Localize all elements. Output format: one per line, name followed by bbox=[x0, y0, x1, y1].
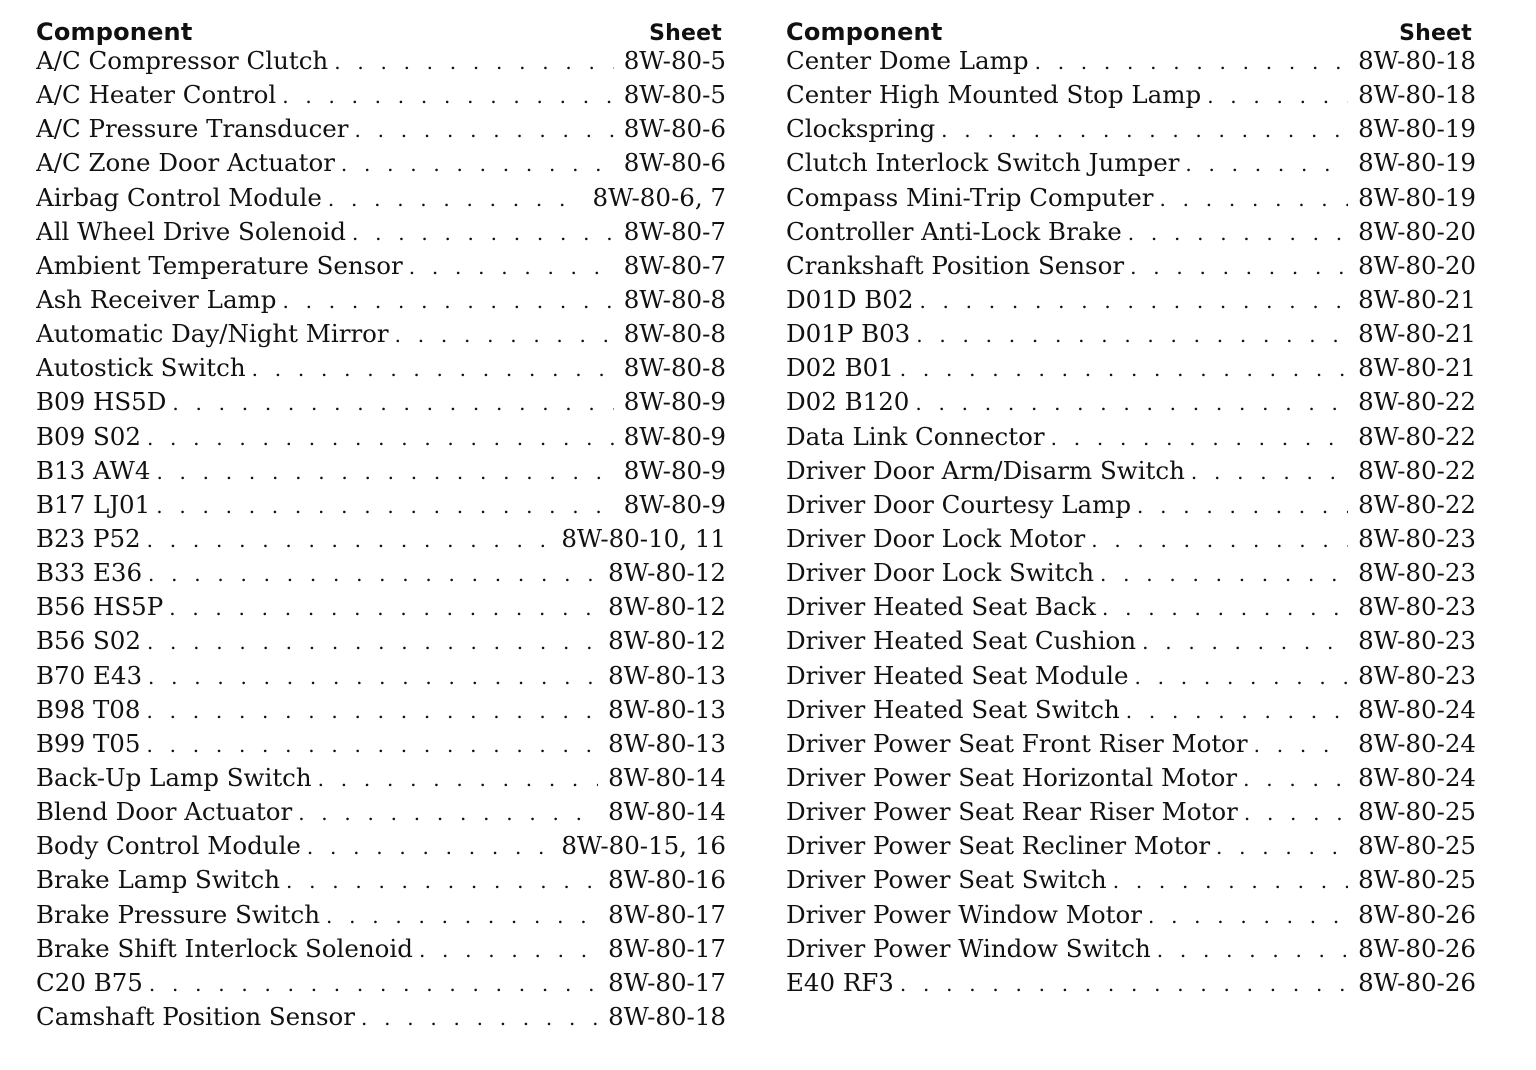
dot-leader bbox=[1148, 904, 1348, 928]
header-component-label: Component bbox=[36, 18, 193, 46]
dot-leader bbox=[1243, 767, 1348, 791]
list-item bbox=[36, 183, 726, 217]
component-name: Driver Power Window Motor bbox=[786, 899, 1142, 929]
list-item bbox=[786, 456, 1476, 490]
dot-leader bbox=[395, 323, 614, 347]
component-name: E40 RF3 bbox=[786, 967, 894, 997]
component-name: Center High Mounted Stop Lamp bbox=[786, 80, 1202, 110]
dot-leader bbox=[1185, 152, 1348, 176]
list-item bbox=[786, 900, 1476, 934]
component-name: Driver Power Seat Horizontal Motor bbox=[786, 762, 1238, 792]
dot-leader bbox=[1254, 733, 1348, 757]
component-name: B56 S02 bbox=[36, 626, 141, 656]
list-item bbox=[786, 524, 1476, 558]
sheet-reference: 8W-80-24 bbox=[1358, 728, 1476, 758]
component-name: Driver Door Lock Motor bbox=[786, 523, 1086, 553]
sheet-reference: 8W-80-5 bbox=[623, 46, 726, 75]
dot-leader bbox=[361, 1006, 598, 1030]
sheet-reference: 8W-80-8 bbox=[623, 353, 726, 383]
sheet-reference: 8W-80-17 bbox=[608, 967, 726, 997]
list-item bbox=[786, 114, 1476, 148]
list-item bbox=[36, 592, 726, 626]
component-index-column-right bbox=[786, 12, 1476, 1002]
list-item bbox=[786, 695, 1476, 729]
dot-leader bbox=[1137, 494, 1348, 518]
component-name: B09 HS5D bbox=[36, 387, 167, 417]
dot-leader bbox=[318, 767, 598, 791]
dot-leader bbox=[355, 118, 614, 142]
list-item bbox=[36, 661, 726, 695]
dot-leader bbox=[1126, 699, 1348, 723]
component-name: Data Link Connector bbox=[786, 421, 1045, 451]
list-item bbox=[786, 217, 1476, 251]
list-item bbox=[36, 490, 726, 524]
list-item bbox=[36, 524, 726, 558]
dot-leader bbox=[156, 494, 613, 518]
component-name: D01D B02 bbox=[786, 284, 914, 314]
component-list bbox=[786, 46, 1476, 1002]
dot-leader bbox=[307, 835, 551, 859]
sheet-reference: 8W-80-18 bbox=[1358, 80, 1476, 110]
list-item bbox=[36, 46, 726, 80]
component-name: Compass Mini-Trip Computer bbox=[786, 182, 1154, 212]
sheet-reference: 8W-80-17 bbox=[608, 899, 726, 929]
dot-leader bbox=[419, 938, 598, 962]
component-name: Clutch Interlock Switch Jumper bbox=[786, 148, 1180, 178]
dot-leader bbox=[1128, 221, 1348, 245]
component-list bbox=[36, 46, 726, 1036]
component-name: B56 HS5P bbox=[36, 592, 164, 622]
dot-leader bbox=[1216, 835, 1348, 859]
component-name: A/C Zone Door Actuator bbox=[36, 148, 335, 178]
list-item bbox=[36, 1002, 726, 1036]
component-name: D02 B01 bbox=[786, 353, 894, 383]
sheet-reference: 8W-80-10, 11 bbox=[561, 523, 726, 553]
component-name: Blend Door Actuator bbox=[36, 797, 293, 827]
component-name: Driver Power Window Switch bbox=[786, 933, 1151, 963]
sheet-reference: 8W-80-20 bbox=[1358, 250, 1476, 280]
component-name: Driver Power Seat Front Riser Motor bbox=[786, 728, 1248, 758]
list-item bbox=[36, 831, 726, 865]
component-name: Back-Up Lamp Switch bbox=[36, 762, 312, 792]
list-item bbox=[36, 695, 726, 729]
list-item bbox=[786, 968, 1476, 1002]
component-name: Controller Anti-Lock Brake bbox=[786, 216, 1122, 246]
list-item bbox=[786, 422, 1476, 456]
list-item bbox=[786, 729, 1476, 763]
component-name: Driver Power Seat Switch bbox=[786, 865, 1107, 895]
list-item bbox=[36, 387, 726, 421]
dot-leader bbox=[919, 289, 1348, 313]
list-item bbox=[36, 934, 726, 968]
component-name: Ash Receiver Lamp bbox=[36, 284, 277, 314]
component-name: B17 LJ01 bbox=[36, 489, 151, 519]
component-name: Body Control Module bbox=[36, 831, 301, 861]
component-name: B23 P52 bbox=[36, 523, 141, 553]
sheet-reference: 8W-80-5 bbox=[623, 80, 726, 110]
dot-leader bbox=[156, 460, 613, 484]
sheet-reference: 8W-80-6 bbox=[623, 148, 726, 178]
sheet-reference: 8W-80-24 bbox=[1358, 762, 1476, 792]
dot-leader bbox=[147, 426, 614, 450]
sheet-reference: 8W-80-24 bbox=[1358, 694, 1476, 724]
dot-leader bbox=[1091, 528, 1348, 552]
list-item bbox=[36, 285, 726, 319]
list-item bbox=[786, 661, 1476, 695]
sheet-reference: 8W-80-22 bbox=[1358, 387, 1476, 417]
column-header bbox=[786, 12, 1476, 46]
column-header bbox=[36, 12, 726, 46]
component-name: Automatic Day/Night Mirror bbox=[36, 319, 389, 349]
header-component-label: Component bbox=[786, 18, 943, 46]
dot-leader bbox=[1207, 84, 1348, 108]
sheet-reference: 8W-80-17 bbox=[608, 933, 726, 963]
component-name: B33 E36 bbox=[36, 558, 143, 588]
list-item bbox=[786, 183, 1476, 217]
sheet-reference: 8W-80-25 bbox=[1358, 797, 1476, 827]
component-name: B70 E43 bbox=[36, 660, 143, 690]
list-item bbox=[36, 251, 726, 285]
sheet-reference: 8W-80-18 bbox=[608, 1001, 726, 1031]
sheet-reference: 8W-80-7 bbox=[623, 216, 726, 246]
sheet-reference: 8W-80-9 bbox=[623, 387, 726, 417]
dot-leader bbox=[282, 84, 613, 108]
sheet-reference: 8W-80-18 bbox=[1358, 46, 1476, 75]
list-item bbox=[786, 285, 1476, 319]
sheet-reference: 8W-80-26 bbox=[1358, 933, 1476, 963]
sheet-reference: 8W-80-21 bbox=[1358, 353, 1476, 383]
list-item bbox=[36, 729, 726, 763]
component-name: A/C Compressor Clutch bbox=[36, 46, 329, 75]
dot-leader bbox=[169, 596, 598, 620]
sheet-reference: 8W-80-22 bbox=[1358, 421, 1476, 451]
dot-leader bbox=[1100, 562, 1348, 586]
dot-leader bbox=[1142, 630, 1348, 654]
sheet-reference: 8W-80-8 bbox=[623, 284, 726, 314]
list-item bbox=[786, 763, 1476, 797]
component-name: B13 AW4 bbox=[36, 455, 151, 485]
sheet-reference: 8W-80-26 bbox=[1358, 967, 1476, 997]
component-name: B98 T08 bbox=[36, 694, 141, 724]
component-index-column-left bbox=[36, 12, 726, 1036]
dot-leader bbox=[252, 357, 614, 381]
list-item bbox=[786, 626, 1476, 660]
list-item bbox=[36, 900, 726, 934]
sheet-reference: 8W-80-19 bbox=[1358, 148, 1476, 178]
component-name: A/C Pressure Transducer bbox=[36, 114, 349, 144]
component-name: Driver Power Seat Rear Riser Motor bbox=[786, 797, 1238, 827]
list-item bbox=[36, 797, 726, 831]
dot-leader bbox=[146, 733, 598, 757]
sheet-reference: 8W-80-20 bbox=[1358, 216, 1476, 246]
dot-leader bbox=[1244, 801, 1348, 825]
dot-leader bbox=[149, 972, 598, 996]
list-item bbox=[786, 797, 1476, 831]
list-item bbox=[36, 217, 726, 251]
list-item bbox=[786, 865, 1476, 899]
sheet-reference: 8W-80-23 bbox=[1358, 592, 1476, 622]
dot-leader bbox=[286, 869, 598, 893]
list-item bbox=[786, 558, 1476, 592]
component-name: Ambient Temperature Sensor bbox=[36, 250, 403, 280]
dot-leader bbox=[915, 391, 1348, 415]
sheet-reference: 8W-80-19 bbox=[1358, 114, 1476, 144]
sheet-reference: 8W-80-7 bbox=[623, 250, 726, 280]
sheet-reference: 8W-80-8 bbox=[623, 319, 726, 349]
dot-leader bbox=[148, 562, 598, 586]
dot-leader bbox=[328, 187, 583, 211]
sheet-reference: 8W-80-9 bbox=[623, 489, 726, 519]
component-name: Autostick Switch bbox=[36, 353, 246, 383]
sheet-reference: 8W-80-25 bbox=[1358, 865, 1476, 895]
sheet-reference: 8W-80-9 bbox=[623, 421, 726, 451]
sheet-reference: 8W-80-15, 16 bbox=[561, 831, 726, 861]
dot-leader bbox=[916, 323, 1348, 347]
dot-leader bbox=[147, 630, 598, 654]
list-item bbox=[786, 592, 1476, 626]
dot-leader bbox=[352, 221, 614, 245]
dot-leader bbox=[1113, 869, 1348, 893]
component-name: B99 T05 bbox=[36, 728, 141, 758]
sheet-reference: 8W-80-12 bbox=[608, 558, 726, 588]
dot-leader bbox=[409, 255, 614, 279]
list-item bbox=[36, 114, 726, 148]
dot-leader bbox=[334, 50, 613, 74]
component-name: Driver Heated Seat Module bbox=[786, 660, 1129, 690]
dot-leader bbox=[1134, 665, 1348, 689]
component-name: Driver Door Courtesy Lamp bbox=[786, 489, 1131, 519]
component-name: B09 S02 bbox=[36, 421, 141, 451]
dot-leader bbox=[1157, 938, 1348, 962]
list-item bbox=[786, 80, 1476, 114]
component-name: All Wheel Drive Solenoid bbox=[36, 216, 346, 246]
dot-leader bbox=[1130, 255, 1348, 279]
component-name: Driver Door Lock Switch bbox=[786, 558, 1094, 588]
list-item bbox=[786, 46, 1476, 80]
list-item bbox=[786, 831, 1476, 865]
component-name: Driver Heated Seat Switch bbox=[786, 694, 1120, 724]
sheet-reference: 8W-80-21 bbox=[1358, 284, 1476, 314]
sheet-reference: 8W-80-13 bbox=[608, 728, 726, 758]
dot-leader bbox=[147, 528, 552, 552]
component-name: Driver Door Arm/Disarm Switch bbox=[786, 455, 1185, 485]
component-name: Clockspring bbox=[786, 114, 936, 144]
list-item bbox=[786, 934, 1476, 968]
list-item bbox=[36, 968, 726, 1002]
component-name: Brake Lamp Switch bbox=[36, 865, 280, 895]
list-item bbox=[786, 319, 1476, 353]
sheet-reference: 8W-80-22 bbox=[1358, 489, 1476, 519]
sheet-reference: 8W-80-23 bbox=[1358, 523, 1476, 553]
list-item bbox=[36, 319, 726, 353]
dot-leader bbox=[148, 665, 598, 689]
component-name: Crankshaft Position Sensor bbox=[786, 250, 1125, 280]
dot-leader bbox=[326, 904, 598, 928]
dot-leader bbox=[941, 118, 1348, 142]
dot-leader bbox=[282, 289, 613, 313]
dot-leader bbox=[1051, 426, 1349, 450]
sheet-reference: 8W-80-13 bbox=[608, 660, 726, 690]
dot-leader bbox=[1191, 460, 1348, 484]
component-name: Brake Pressure Switch bbox=[36, 899, 321, 929]
list-item bbox=[36, 422, 726, 456]
list-item bbox=[786, 353, 1476, 387]
component-name: D01P B03 bbox=[786, 319, 911, 349]
sheet-reference: 8W-80-14 bbox=[608, 797, 726, 827]
header-sheet-label: Sheet bbox=[1399, 21, 1472, 46]
component-name: Brake Shift Interlock Solenoid bbox=[36, 933, 413, 963]
sheet-reference: 8W-80-21 bbox=[1358, 319, 1476, 349]
component-name: Driver Power Seat Recliner Motor bbox=[786, 831, 1211, 861]
sheet-reference: 8W-80-22 bbox=[1358, 455, 1476, 485]
component-name: Camshaft Position Sensor bbox=[36, 1001, 355, 1031]
list-item bbox=[786, 251, 1476, 285]
list-item bbox=[36, 353, 726, 387]
component-name: Airbag Control Module bbox=[36, 182, 322, 212]
list-item bbox=[786, 387, 1476, 421]
sheet-reference: 8W-80-12 bbox=[608, 626, 726, 656]
dot-leader bbox=[900, 357, 1348, 381]
dot-leader bbox=[1035, 50, 1349, 74]
sheet-reference: 8W-80-13 bbox=[608, 694, 726, 724]
sheet-reference: 8W-80-26 bbox=[1358, 899, 1476, 929]
dot-leader bbox=[341, 152, 614, 176]
list-item bbox=[36, 558, 726, 592]
dot-leader bbox=[1160, 187, 1349, 211]
component-name: Driver Heated Seat Cushion bbox=[786, 626, 1137, 656]
sheet-reference: 8W-80-9 bbox=[623, 455, 726, 485]
list-item bbox=[786, 148, 1476, 182]
list-item bbox=[36, 456, 726, 490]
sheet-reference: 8W-80-23 bbox=[1358, 660, 1476, 690]
list-item bbox=[786, 490, 1476, 524]
sheet-reference: 8W-80-12 bbox=[608, 592, 726, 622]
sheet-reference: 8W-80-23 bbox=[1358, 626, 1476, 656]
dot-leader bbox=[900, 972, 1348, 996]
component-name: D02 B120 bbox=[786, 387, 910, 417]
sheet-reference: 8W-80-6 bbox=[623, 114, 726, 144]
dot-leader bbox=[146, 699, 598, 723]
header-sheet-label: Sheet bbox=[649, 21, 722, 46]
sheet-reference: 8W-80-6, 7 bbox=[592, 182, 726, 212]
component-name: Center Dome Lamp bbox=[786, 46, 1029, 75]
sheet-reference: 8W-80-16 bbox=[608, 865, 726, 895]
list-item bbox=[36, 148, 726, 182]
sheet-reference: 8W-80-23 bbox=[1358, 558, 1476, 588]
component-name: A/C Heater Control bbox=[36, 80, 277, 110]
list-item bbox=[36, 626, 726, 660]
dot-leader bbox=[298, 801, 598, 825]
dot-leader bbox=[172, 391, 613, 415]
component-name: C20 B75 bbox=[36, 967, 143, 997]
list-item bbox=[36, 865, 726, 899]
dot-leader bbox=[1102, 596, 1348, 620]
sheet-reference: 8W-80-14 bbox=[608, 762, 726, 792]
sheet-reference: 8W-80-25 bbox=[1358, 831, 1476, 861]
sheet-reference: 8W-80-19 bbox=[1358, 182, 1476, 212]
list-item bbox=[36, 80, 726, 114]
component-name: Driver Heated Seat Back bbox=[786, 592, 1097, 622]
list-item bbox=[36, 763, 726, 797]
